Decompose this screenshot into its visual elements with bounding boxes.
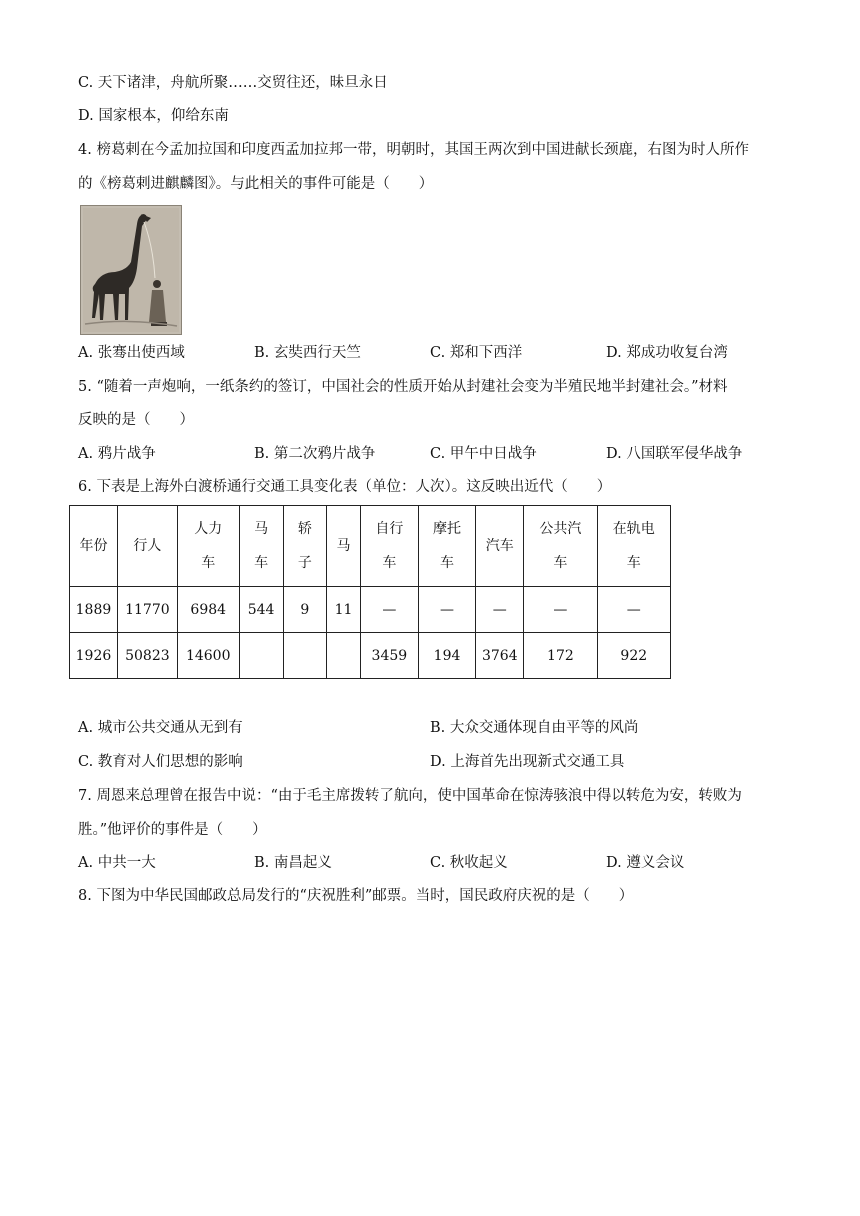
q4-option-a: A. 张骞出使西域	[78, 345, 185, 361]
table-cell: 544	[239, 587, 283, 633]
header-pedestrian: 行人	[117, 506, 177, 587]
table-cell: 14600	[177, 633, 239, 679]
q7-stem-line2: 胜。”他评价的事件是（ ）	[78, 822, 267, 838]
q4-option-d: D. 郑成功收复台湾	[606, 345, 728, 361]
header-motorcycle: 摩托 车	[418, 506, 476, 587]
q7-stem-line1: 7. 周恩来总理曾在报告中说：“由于毛主席拨转了航向，使中国革命在惊涛骇浪中得以转危为安，转败为	[78, 788, 742, 804]
q8-stem: 8. 下图为中华民国邮政总局发行的“庆祝胜利”邮票。当时，国民政府庆祝的是（ ）	[78, 888, 634, 904]
header-car: 汽车	[476, 506, 524, 587]
q6-option-c: C. 教育对人们思想的影响	[78, 754, 243, 770]
q7-option-b: B. 南昌起义	[254, 855, 332, 871]
header-year: 年份	[70, 506, 118, 587]
table-cell	[283, 633, 327, 679]
q5-option-b: B. 第二次鸦片战争	[254, 446, 376, 462]
table-cell: 1889	[70, 587, 118, 633]
q6-option-a: A. 城市公共交通从无到有	[78, 720, 243, 736]
table-cell: 3459	[360, 633, 418, 679]
table-cell: 11	[327, 587, 361, 633]
table-cell: 6984	[177, 587, 239, 633]
header-horse-cart: 马 车	[239, 506, 283, 587]
q4-option-b: B. 玄奘西行天竺	[254, 345, 361, 361]
header-bus: 公共汽 车	[524, 506, 597, 587]
header-bicycle: 自行 车	[360, 506, 418, 587]
q6-stem: 6. 下表是上海外白渡桥通行交通工具变化表（单位：人次）。这反映出近代（ ）	[78, 479, 612, 495]
header-sedan-chair: 轿 子	[283, 506, 327, 587]
table-cell: 50823	[117, 633, 177, 679]
header-tram: 在轨电 车	[597, 506, 670, 587]
table-cell: —	[418, 587, 476, 633]
header-rickshaw: 人力 车	[177, 506, 239, 587]
giraffe-illustration-icon	[81, 206, 181, 334]
q7-option-d: D. 遵义会议	[606, 855, 685, 871]
q4-stem-line1: 4. 榜葛剌在今孟加拉国和印度西孟加拉邦一带，明朝时，其国王两次到中国进献长颈鹿，右图为时人所作	[78, 142, 749, 158]
q7-option-c: C. 秋收起义	[430, 855, 508, 871]
q4-option-c: C. 郑和下西洋	[430, 345, 523, 361]
table-row	[70, 587, 671, 633]
q3-option-c: C. 天下诸津，舟航所聚……交贸往还，昧旦永日	[78, 75, 388, 91]
q7-option-a: A. 中共一大	[78, 855, 156, 871]
table-cell	[239, 633, 283, 679]
q6-option-b: B. 大众交通体现自由平等的风尚	[430, 720, 639, 736]
q5-option-c: C. 甲午中日战争	[430, 446, 537, 462]
table-cell: 1926	[70, 633, 118, 679]
q3-option-d: D. 国家根本，仰给东南	[78, 108, 229, 124]
table-cell: 9	[283, 587, 327, 633]
q4-stem-line2: 的《榜葛剌进麒麟图》。与此相关的事件可能是（ ）	[78, 176, 434, 192]
header-horse: 马	[327, 506, 361, 587]
table-cell: 922	[597, 633, 670, 679]
table-cell: —	[476, 587, 524, 633]
q6-option-d: D. 上海首先出现新式交通工具	[430, 754, 625, 770]
table-cell: 3764	[476, 633, 524, 679]
table-cell: 172	[524, 633, 597, 679]
table-cell: —	[524, 587, 597, 633]
giraffe-painting-image	[80, 205, 182, 335]
q5-stem-line2: 反映的是（ ）	[78, 412, 194, 428]
table-cell: —	[360, 587, 418, 633]
table-cell: 194	[418, 633, 476, 679]
q5-stem-line1: 5. “随着一声炮响，一纸条约的签订，中国社会的性质开始从封建社会变为半殖民地半封建社会。”材料	[78, 379, 728, 395]
q5-option-a: A. 鸦片战争	[78, 446, 156, 462]
traffic-table	[69, 505, 671, 679]
q5-option-d: D. 八国联军侵华战争	[606, 446, 743, 462]
table-header-row	[70, 506, 671, 587]
table-cell	[327, 633, 361, 679]
table-cell: —	[597, 587, 670, 633]
table-row	[70, 633, 671, 679]
table-cell: 11770	[117, 587, 177, 633]
